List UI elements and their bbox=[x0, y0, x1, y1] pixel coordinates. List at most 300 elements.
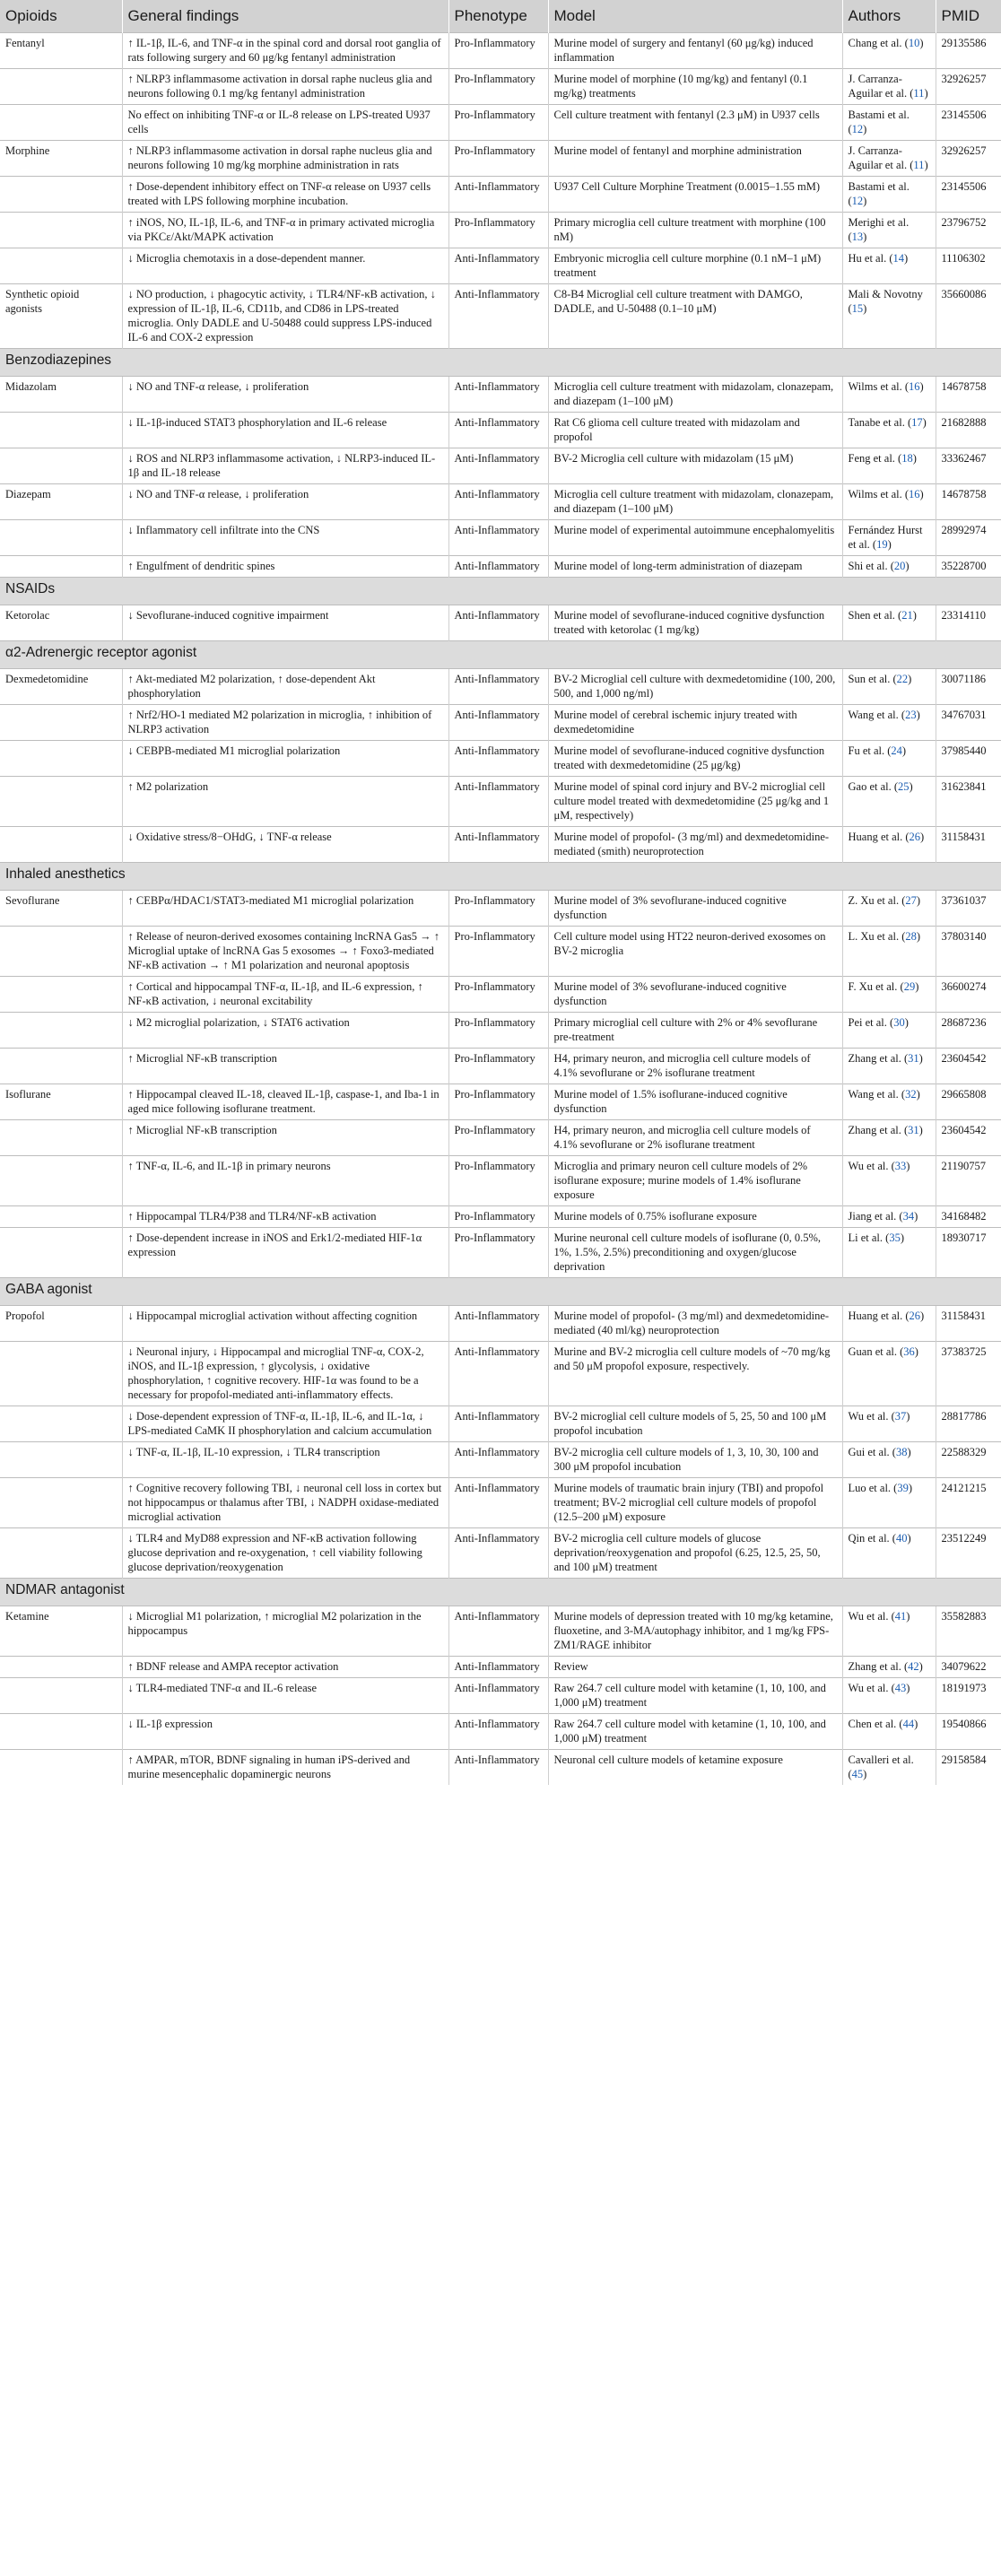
author-close-paren: ) bbox=[914, 1718, 918, 1730]
cell-model: Review bbox=[548, 1657, 842, 1678]
section-row bbox=[0, 1278, 1001, 1306]
cell-pmid: 34168482 bbox=[936, 1206, 1001, 1228]
cell-findings: ↓ ROS and NLRP3 inflammasome activation, ↓ NLRP3-induced IL-1β and IL-18 release bbox=[122, 448, 448, 484]
reference-link[interactable]: 32 bbox=[905, 1088, 917, 1101]
cell-phenotype: Anti-Inflammatory bbox=[448, 556, 548, 578]
cell-phenotype: Pro-Inflammatory bbox=[448, 1120, 548, 1156]
cell-findings: ↑ CEBPα/HDAC1/STAT3-mediated M1 microglial polarization bbox=[122, 891, 448, 927]
cell-findings: ↑ AMPAR, mTOR, BDNF signaling in human iPS-derived and murine mesencephalic dopaminergic neurons bbox=[122, 1750, 448, 1786]
reference-link[interactable]: 41 bbox=[894, 1610, 907, 1623]
table-row bbox=[0, 1013, 1001, 1049]
cell-agent: Sevoflurane bbox=[0, 891, 122, 927]
reference-link[interactable]: 25 bbox=[898, 780, 910, 793]
author-name: Jiang et al. ( bbox=[848, 1210, 903, 1223]
table-body bbox=[0, 33, 1001, 1786]
reference-link[interactable]: 34 bbox=[902, 1210, 915, 1223]
table-row bbox=[0, 1306, 1001, 1342]
cell-pmid: 23512249 bbox=[936, 1528, 1001, 1579]
table-row bbox=[0, 777, 1001, 827]
table-row bbox=[0, 1049, 1001, 1084]
table-row bbox=[0, 669, 1001, 705]
section-title: Inhaled anesthetics bbox=[0, 863, 1001, 891]
cell-authors bbox=[842, 556, 936, 578]
cell-pmid: 24121215 bbox=[936, 1478, 1001, 1528]
cell-findings: ↑ Cognitive recovery following TBI, ↓ neuronal cell loss in cortex but not hippocampus or thalamus after TBI, ↓ NADPH oxidase-mediated microglial activation bbox=[122, 1478, 448, 1528]
cell-agent bbox=[0, 741, 122, 777]
cell-findings: ↓ TLR4-mediated TNF-α and IL-6 release bbox=[122, 1678, 448, 1714]
author-close-paren: ) bbox=[919, 37, 924, 49]
cell-phenotype: Anti-Inflammatory bbox=[448, 1750, 548, 1786]
cell-model: Cell culture model using HT22 neuron-derived exosomes on BV-2 microglia bbox=[548, 927, 842, 977]
author-name: J. Carranza-Aguilar et al. ( bbox=[848, 73, 914, 100]
author-name: Wu et al. ( bbox=[848, 1610, 895, 1623]
cell-pmid: 23314110 bbox=[936, 605, 1001, 641]
cell-agent bbox=[0, 105, 122, 141]
cell-model: Murine models of depression treated with 10 mg/kg ketamine, fluoxetine, and 3-MA/autophagy inhibitor, and 1 mg/kg FPS-ZM1/RAGE inhibitor bbox=[548, 1606, 842, 1657]
cell-authors bbox=[842, 1714, 936, 1750]
cell-agent bbox=[0, 556, 122, 578]
cell-pmid: 22588329 bbox=[936, 1442, 1001, 1478]
author-name: Mali & Novotny ( bbox=[848, 288, 923, 315]
reference-link[interactable]: 22 bbox=[896, 673, 909, 685]
cell-agent bbox=[0, 1657, 122, 1678]
author-name: Feng et al. ( bbox=[848, 452, 902, 465]
cell-phenotype: Anti-Inflammatory bbox=[448, 377, 548, 413]
cell-model: Murine model of spinal cord injury and BV-2 microglial cell culture model treated with dexmedetomidine (25 μg/kg and 1 μM, respectively) bbox=[548, 777, 842, 827]
cell-pmid: 35582883 bbox=[936, 1606, 1001, 1657]
table-row bbox=[0, 605, 1001, 641]
section-title: Benzodiazepines bbox=[0, 349, 1001, 377]
table-row bbox=[0, 1084, 1001, 1120]
cell-model: Raw 264.7 cell culture model with ketamine (1, 10, 100, and 1,000 μM) treatment bbox=[548, 1678, 842, 1714]
cell-authors bbox=[842, 1228, 936, 1278]
cell-phenotype: Anti-Inflammatory bbox=[448, 1478, 548, 1528]
cell-authors bbox=[842, 484, 936, 520]
cell-pmid: 37383725 bbox=[936, 1342, 1001, 1406]
cell-model: Embryonic microglia cell culture morphine (0.1 nM–1 μM) treatment bbox=[548, 248, 842, 284]
cell-findings: ↓ IL-1β expression bbox=[122, 1714, 448, 1750]
header-findings: General findings bbox=[122, 0, 448, 33]
cell-phenotype: Anti-Inflammatory bbox=[448, 1306, 548, 1342]
reference-link[interactable]: 29 bbox=[903, 980, 916, 993]
table-row bbox=[0, 556, 1001, 578]
reference-link[interactable]: 21 bbox=[901, 609, 913, 622]
cell-findings: ↑ IL-1β, IL-6, and TNF-α in the spinal cord and dorsal root ganglia of rats following surgery and 60 μg/kg fentanyl administration bbox=[122, 33, 448, 69]
cell-authors bbox=[842, 669, 936, 705]
author-name: Tanabe et al. ( bbox=[848, 416, 912, 429]
reference-link[interactable]: 20 bbox=[893, 560, 906, 572]
reference-link[interactable]: 15 bbox=[851, 302, 864, 315]
cell-authors bbox=[842, 1750, 936, 1786]
table-row bbox=[0, 248, 1001, 284]
reference-link[interactable]: 14 bbox=[892, 252, 904, 265]
section-row bbox=[0, 578, 1001, 605]
cell-findings: ↓ CEBPB-mediated M1 microglial polarization bbox=[122, 741, 448, 777]
cell-authors bbox=[842, 69, 936, 105]
cell-agent: Isoflurane bbox=[0, 1084, 122, 1120]
cell-phenotype: Pro-Inflammatory bbox=[448, 1084, 548, 1120]
cell-findings: ↑ Release of neuron-derived exosomes containing lncRNA Gas5 → ↑ Microglial uptake of lncRNA Gas 5 exosomes → ↑ Foxo3-mediated NF-κB activation → ↑ M1 polarization and neuronal apoptosis bbox=[122, 927, 448, 977]
cell-findings: ↑ Hippocampal cleaved IL-18, cleaved IL-1β, caspase-1, and Iba-1 in aged mice following isoflurane treatment. bbox=[122, 1084, 448, 1120]
table-row bbox=[0, 213, 1001, 248]
cell-authors bbox=[842, 777, 936, 827]
cell-pmid: 21682888 bbox=[936, 413, 1001, 448]
author-close-paren: ) bbox=[863, 302, 867, 315]
cell-findings: ↓ NO and TNF-α release, ↓ proliferation bbox=[122, 377, 448, 413]
cell-authors bbox=[842, 1120, 936, 1156]
cell-model: Murine model of 3% sevoflurane-induced cognitive dysfunction bbox=[548, 891, 842, 927]
author-close-paren: ) bbox=[906, 1410, 910, 1423]
author-name: Wu et al. ( bbox=[848, 1682, 895, 1694]
author-close-paren: ) bbox=[916, 930, 921, 943]
author-name: Wang et al. ( bbox=[848, 1088, 906, 1101]
cell-phenotype: Anti-Inflammatory bbox=[448, 1528, 548, 1579]
cell-authors bbox=[842, 177, 936, 213]
table-row bbox=[0, 1442, 1001, 1478]
author-name: Shen et al. ( bbox=[848, 609, 902, 622]
author-name: Bastami et al. ( bbox=[848, 109, 910, 135]
cell-phenotype: Anti-Inflammatory bbox=[448, 741, 548, 777]
header-phenotype: Phenotype bbox=[448, 0, 548, 33]
cell-agent bbox=[0, 1228, 122, 1278]
cell-authors bbox=[842, 827, 936, 863]
cell-pmid: 14678758 bbox=[936, 484, 1001, 520]
cell-pmid: 35228700 bbox=[936, 556, 1001, 578]
reference-link[interactable]: 27 bbox=[905, 894, 917, 907]
cell-agent bbox=[0, 177, 122, 213]
cell-model: Rat C6 glioma cell culture treated with midazolam and propofol bbox=[548, 413, 842, 448]
reference-link[interactable]: 13 bbox=[851, 231, 864, 243]
cell-authors bbox=[842, 1657, 936, 1678]
cell-phenotype: Anti-Inflammatory bbox=[448, 1657, 548, 1678]
author-name: Huang et al. ( bbox=[848, 831, 910, 843]
cell-authors bbox=[842, 927, 936, 977]
author-name: Li et al. ( bbox=[848, 1231, 890, 1244]
cell-findings: ↓ IL-1β-induced STAT3 phosphorylation and IL-6 release bbox=[122, 413, 448, 448]
cell-authors bbox=[842, 413, 936, 448]
author-close-paren: ) bbox=[918, 1660, 923, 1673]
cell-phenotype: Anti-Inflammatory bbox=[448, 1406, 548, 1442]
author-close-paren: ) bbox=[863, 123, 867, 135]
reference-link[interactable]: 16 bbox=[909, 488, 920, 500]
header-authors: Authors bbox=[842, 0, 936, 33]
header-agent: Opioids bbox=[0, 0, 122, 33]
cell-model: Murine model of propofol- (3 mg/ml) and dexmedetomidine-mediated (smith) neuroprotection bbox=[548, 827, 842, 863]
cell-authors bbox=[842, 1013, 936, 1049]
cell-authors bbox=[842, 33, 936, 69]
cell-authors bbox=[842, 1528, 936, 1579]
table-row bbox=[0, 177, 1001, 213]
cell-agent bbox=[0, 705, 122, 741]
section-title: α2-Adrenergic receptor agonist bbox=[0, 641, 1001, 669]
cell-authors bbox=[842, 605, 936, 641]
cell-pmid: 18191973 bbox=[936, 1678, 1001, 1714]
cell-authors bbox=[842, 1342, 936, 1406]
cell-pmid: 31623841 bbox=[936, 777, 1001, 827]
cell-agent: Ketamine bbox=[0, 1606, 122, 1657]
table-row bbox=[0, 484, 1001, 520]
cell-pmid: 34767031 bbox=[936, 705, 1001, 741]
cell-findings: ↓ Dose-dependent expression of TNF-α, IL-1β, IL-6, and IL-1α, ↓ LPS-mediated CaMK II phosphorylation and calcium accumulation bbox=[122, 1406, 448, 1442]
table-row bbox=[0, 1657, 1001, 1678]
table-row bbox=[0, 827, 1001, 863]
cell-model: C8-B4 Microglial cell culture treatment with DAMGO, DADLE, and U-50488 (0.1–10 μM) bbox=[548, 284, 842, 349]
reference-link[interactable]: 37 bbox=[894, 1410, 907, 1423]
cell-phenotype: Pro-Inflammatory bbox=[448, 69, 548, 105]
cell-phenotype: Anti-Inflammatory bbox=[448, 777, 548, 827]
author-name: Wang et al. ( bbox=[848, 709, 906, 721]
author-close-paren: ) bbox=[918, 1052, 923, 1065]
cell-agent bbox=[0, 777, 122, 827]
cell-findings: ↑ Dose-dependent increase in iNOS and Erk1/2-mediated HIF-1α expression bbox=[122, 1228, 448, 1278]
reference-link[interactable]: 35 bbox=[889, 1231, 901, 1244]
author-name: Chen et al. ( bbox=[848, 1718, 903, 1730]
cell-agent: Diazepam bbox=[0, 484, 122, 520]
cell-model: Murine neuronal cell culture models of isoflurane (0, 0.5%, 1%, 1.5%, 2.5%) preconditioning and oxygen/glucose deprivation bbox=[548, 1228, 842, 1278]
author-name: Pei et al. ( bbox=[848, 1016, 894, 1029]
table-row bbox=[0, 1406, 1001, 1442]
section-row bbox=[0, 1579, 1001, 1606]
reference-link[interactable]: 19 bbox=[876, 538, 888, 551]
cell-agent bbox=[0, 520, 122, 556]
author-close-paren: ) bbox=[863, 195, 867, 207]
cell-agent bbox=[0, 1156, 122, 1206]
cell-pmid: 19540866 bbox=[936, 1714, 1001, 1750]
reference-link[interactable]: 16 bbox=[909, 380, 920, 393]
author-name: J. Carranza-Aguilar et al. ( bbox=[848, 144, 914, 171]
author-close-paren: ) bbox=[919, 488, 924, 500]
cell-model: BV-2 Microglial cell culture with dexmedetomidine (100, 200, 500, and 1,000 ng/ml) bbox=[548, 669, 842, 705]
table-row bbox=[0, 1606, 1001, 1657]
cell-pmid: 32926257 bbox=[936, 69, 1001, 105]
author-close-paren: ) bbox=[887, 538, 892, 551]
cell-pmid: 31158431 bbox=[936, 1306, 1001, 1342]
cell-findings: ↑ TNF-α, IL-6, and IL-1β in primary neurons bbox=[122, 1156, 448, 1206]
cell-agent bbox=[0, 977, 122, 1013]
cell-findings: ↓ Sevoflurane-induced cognitive impairment bbox=[122, 605, 448, 641]
cell-authors bbox=[842, 741, 936, 777]
cell-phenotype: Pro-Inflammatory bbox=[448, 977, 548, 1013]
author-name: Hu et al. ( bbox=[848, 252, 893, 265]
cell-phenotype: Anti-Inflammatory bbox=[448, 177, 548, 213]
cell-authors bbox=[842, 1478, 936, 1528]
cell-authors bbox=[842, 141, 936, 177]
reference-link[interactable]: 39 bbox=[897, 1482, 909, 1494]
cell-phenotype: Anti-Inflammatory bbox=[448, 669, 548, 705]
reference-link[interactable]: 10 bbox=[908, 37, 920, 49]
table-row bbox=[0, 377, 1001, 413]
cell-model: Murine model of surgery and fentanyl (60 μg/kg) induced inflammation bbox=[548, 33, 842, 69]
cell-pmid: 29665808 bbox=[936, 1084, 1001, 1120]
cell-phenotype: Pro-Inflammatory bbox=[448, 1156, 548, 1206]
author-close-paren: ) bbox=[920, 1310, 925, 1322]
reference-link[interactable]: 18 bbox=[901, 452, 913, 465]
cell-pmid: 21190757 bbox=[936, 1156, 1001, 1206]
reference-link[interactable]: 40 bbox=[895, 1532, 908, 1545]
cell-findings: ↓ Microglia chemotaxis in a dose-dependent manner. bbox=[122, 248, 448, 284]
cell-model: Murine and BV-2 microglia cell culture models of ~70 mg/kg and 50 μM propofol exposure, respectively. bbox=[548, 1342, 842, 1406]
author-close-paren: ) bbox=[914, 1345, 918, 1358]
cell-model: Murine model of sevoflurane-induced cognitive dysfunction treated with ketorolac (1 mg/kg) bbox=[548, 605, 842, 641]
author-name: Fernández Hurst et al. ( bbox=[848, 524, 923, 551]
cell-findings: ↑ NLRP3 inflammasome activation in dorsal raphe nucleus glia and neurons following 10 mg/kg morphine administration in rats bbox=[122, 141, 448, 177]
author-close-paren: ) bbox=[907, 1446, 911, 1458]
cell-model: Murine models of traumatic brain injury (TBI) and propofol treatment; BV-2 microglial cell culture models of propofol (12.5–200 μM) exposure bbox=[548, 1478, 842, 1528]
cell-agent bbox=[0, 248, 122, 284]
cell-agent bbox=[0, 1013, 122, 1049]
cell-model: Murine model of long-term administration of diazepam bbox=[548, 556, 842, 578]
table-row bbox=[0, 520, 1001, 556]
cell-authors bbox=[842, 977, 936, 1013]
section-row bbox=[0, 863, 1001, 891]
reference-link[interactable]: 23 bbox=[905, 709, 917, 721]
cell-authors bbox=[842, 1606, 936, 1657]
reference-link[interactable]: 11 bbox=[913, 87, 925, 100]
cell-phenotype: Anti-Inflammatory bbox=[448, 248, 548, 284]
cell-agent: Fentanyl bbox=[0, 33, 122, 69]
reference-link[interactable]: 26 bbox=[909, 831, 921, 843]
cell-model: H4, primary neuron, and microglia cell culture models of 4.1% sevoflurane or 2% isoflurane treatment bbox=[548, 1120, 842, 1156]
cell-pmid: 31158431 bbox=[936, 827, 1001, 863]
cell-pmid: 29135586 bbox=[936, 33, 1001, 69]
reference-link[interactable]: 26 bbox=[909, 1310, 921, 1322]
cell-phenotype: Anti-Inflammatory bbox=[448, 520, 548, 556]
reference-link[interactable]: 12 bbox=[851, 195, 864, 207]
table-row bbox=[0, 1156, 1001, 1206]
cell-model: BV-2 microglia cell culture models of 1, 3, 10, 30, 100 and 300 μM propofol incubation bbox=[548, 1442, 842, 1478]
cell-findings: ↑ Hippocampal TLR4/P38 and TLR4/NF-κB activation bbox=[122, 1206, 448, 1228]
cell-authors bbox=[842, 284, 936, 349]
author-name: Shi et al. ( bbox=[848, 560, 894, 572]
cell-agent bbox=[0, 827, 122, 863]
cell-pmid: 28687236 bbox=[936, 1013, 1001, 1049]
cell-findings: ↑ Cortical and hippocampal TNF-α, IL-1β, and IL-6 expression, ↑ NF-κB activation, ↓ neuronal excitability bbox=[122, 977, 448, 1013]
reference-link[interactable]: 45 bbox=[851, 1768, 864, 1780]
cell-authors bbox=[842, 520, 936, 556]
table-row bbox=[0, 1750, 1001, 1786]
table-row bbox=[0, 413, 1001, 448]
cell-authors bbox=[842, 448, 936, 484]
cell-authors bbox=[842, 1206, 936, 1228]
reference-link[interactable]: 42 bbox=[908, 1660, 919, 1673]
cell-agent bbox=[0, 1342, 122, 1406]
reference-link[interactable]: 31 bbox=[908, 1052, 919, 1065]
cell-model: U937 Cell Culture Morphine Treatment (0.0015–1.55 mM) bbox=[548, 177, 842, 213]
table-row bbox=[0, 1714, 1001, 1750]
author-close-paren: ) bbox=[916, 894, 921, 907]
cell-agent bbox=[0, 213, 122, 248]
reference-link[interactable]: 44 bbox=[902, 1718, 915, 1730]
cell-pmid: 33362467 bbox=[936, 448, 1001, 484]
cell-phenotype: Pro-Inflammatory bbox=[448, 1013, 548, 1049]
author-name: Luo et al. ( bbox=[848, 1482, 898, 1494]
author-close-paren: ) bbox=[863, 231, 867, 243]
cell-phenotype: Pro-Inflammatory bbox=[448, 1228, 548, 1278]
author-close-paren: ) bbox=[906, 1682, 910, 1694]
cell-pmid: 23796752 bbox=[936, 213, 1001, 248]
cell-phenotype: Anti-Inflammatory bbox=[448, 484, 548, 520]
cell-model: Murine model of 3% sevoflurane-induced cognitive dysfunction bbox=[548, 977, 842, 1013]
cell-pmid: 35660086 bbox=[936, 284, 1001, 349]
author-name: Merighi et al. ( bbox=[848, 216, 910, 243]
author-close-paren: ) bbox=[919, 380, 924, 393]
author-close-paren: ) bbox=[905, 560, 910, 572]
cell-findings: ↓ TNF-α, IL-1β, IL-10 expression, ↓ TLR4 transcription bbox=[122, 1442, 448, 1478]
cell-agent bbox=[0, 1120, 122, 1156]
author-close-paren: ) bbox=[915, 980, 919, 993]
author-name: Huang et al. ( bbox=[848, 1310, 910, 1322]
cell-authors bbox=[842, 1049, 936, 1084]
cell-pmid: 23145506 bbox=[936, 177, 1001, 213]
cell-pmid: 37985440 bbox=[936, 741, 1001, 777]
cell-phenotype: Pro-Inflammatory bbox=[448, 213, 548, 248]
cell-pmid: 23145506 bbox=[936, 105, 1001, 141]
reference-link[interactable]: 24 bbox=[891, 744, 902, 757]
cell-pmid: 14678758 bbox=[936, 377, 1001, 413]
reference-link[interactable]: 36 bbox=[903, 1345, 915, 1358]
author-name: Guan et al. ( bbox=[848, 1345, 904, 1358]
cell-agent bbox=[0, 69, 122, 105]
reference-link[interactable]: 43 bbox=[894, 1682, 907, 1694]
author-close-paren: ) bbox=[909, 780, 913, 793]
table-row bbox=[0, 33, 1001, 69]
cell-findings: ↓ NO production, ↓ phagocytic activity, ↓ TLR4/NF-κB activation, ↓ expression of IL-1β, IL-6, CD11b, and CD86 in LPS-treated microglia. Only DADLE and U-50488 could suppress LPS-induced IL-6 and COX-2 expression bbox=[122, 284, 448, 349]
cell-phenotype: Anti-Inflammatory bbox=[448, 284, 548, 349]
table-row bbox=[0, 705, 1001, 741]
cell-pmid: 32926257 bbox=[936, 141, 1001, 177]
cell-findings: ↑ iNOS, NO, IL-1β, IL-6, and TNF-α in primary activated microglia via PKCε/Akt/MAPK activation bbox=[122, 213, 448, 248]
cell-pmid: 28992974 bbox=[936, 520, 1001, 556]
reference-link[interactable]: 38 bbox=[895, 1446, 908, 1458]
cell-findings: ↓ Microglial M1 polarization, ↑ microglial M2 polarization in the hippocampus bbox=[122, 1606, 448, 1657]
cell-phenotype: Anti-Inflammatory bbox=[448, 1342, 548, 1406]
author-name: Chang et al. ( bbox=[848, 37, 909, 49]
cell-phenotype: Pro-Inflammatory bbox=[448, 927, 548, 977]
cell-authors bbox=[842, 705, 936, 741]
reference-link[interactable]: 28 bbox=[905, 930, 917, 943]
table-row bbox=[0, 927, 1001, 977]
table-row bbox=[0, 741, 1001, 777]
cell-authors bbox=[842, 213, 936, 248]
author-close-paren: ) bbox=[916, 1088, 920, 1101]
reference-link[interactable]: 30 bbox=[893, 1016, 905, 1029]
author-close-paren: ) bbox=[912, 609, 917, 622]
cell-agent bbox=[0, 1206, 122, 1228]
author-name: Bastami et al. ( bbox=[848, 180, 910, 207]
reference-link[interactable]: 31 bbox=[908, 1124, 919, 1136]
author-close-paren: ) bbox=[920, 831, 925, 843]
table-row bbox=[0, 1206, 1001, 1228]
reference-link[interactable]: 17 bbox=[911, 416, 923, 429]
author-name: Z. Xu et al. ( bbox=[848, 894, 906, 907]
cell-findings: ↑ BDNF release and AMPA receptor activation bbox=[122, 1657, 448, 1678]
table-row bbox=[0, 891, 1001, 927]
section-row bbox=[0, 641, 1001, 669]
table-row bbox=[0, 1678, 1001, 1714]
cell-authors bbox=[842, 377, 936, 413]
cell-pmid: 23604542 bbox=[936, 1049, 1001, 1084]
reference-link[interactable]: 12 bbox=[851, 123, 864, 135]
reference-link[interactable]: 33 bbox=[894, 1160, 907, 1172]
table-row bbox=[0, 448, 1001, 484]
cell-authors bbox=[842, 1084, 936, 1120]
cell-findings: ↑ Engulfment of dendritic spines bbox=[122, 556, 448, 578]
cell-pmid: 29158584 bbox=[936, 1750, 1001, 1786]
reference-link[interactable]: 11 bbox=[913, 159, 925, 171]
author-name: Zhang et al. ( bbox=[848, 1660, 909, 1673]
cell-pmid: 30071186 bbox=[936, 669, 1001, 705]
author-close-paren: ) bbox=[903, 252, 909, 265]
